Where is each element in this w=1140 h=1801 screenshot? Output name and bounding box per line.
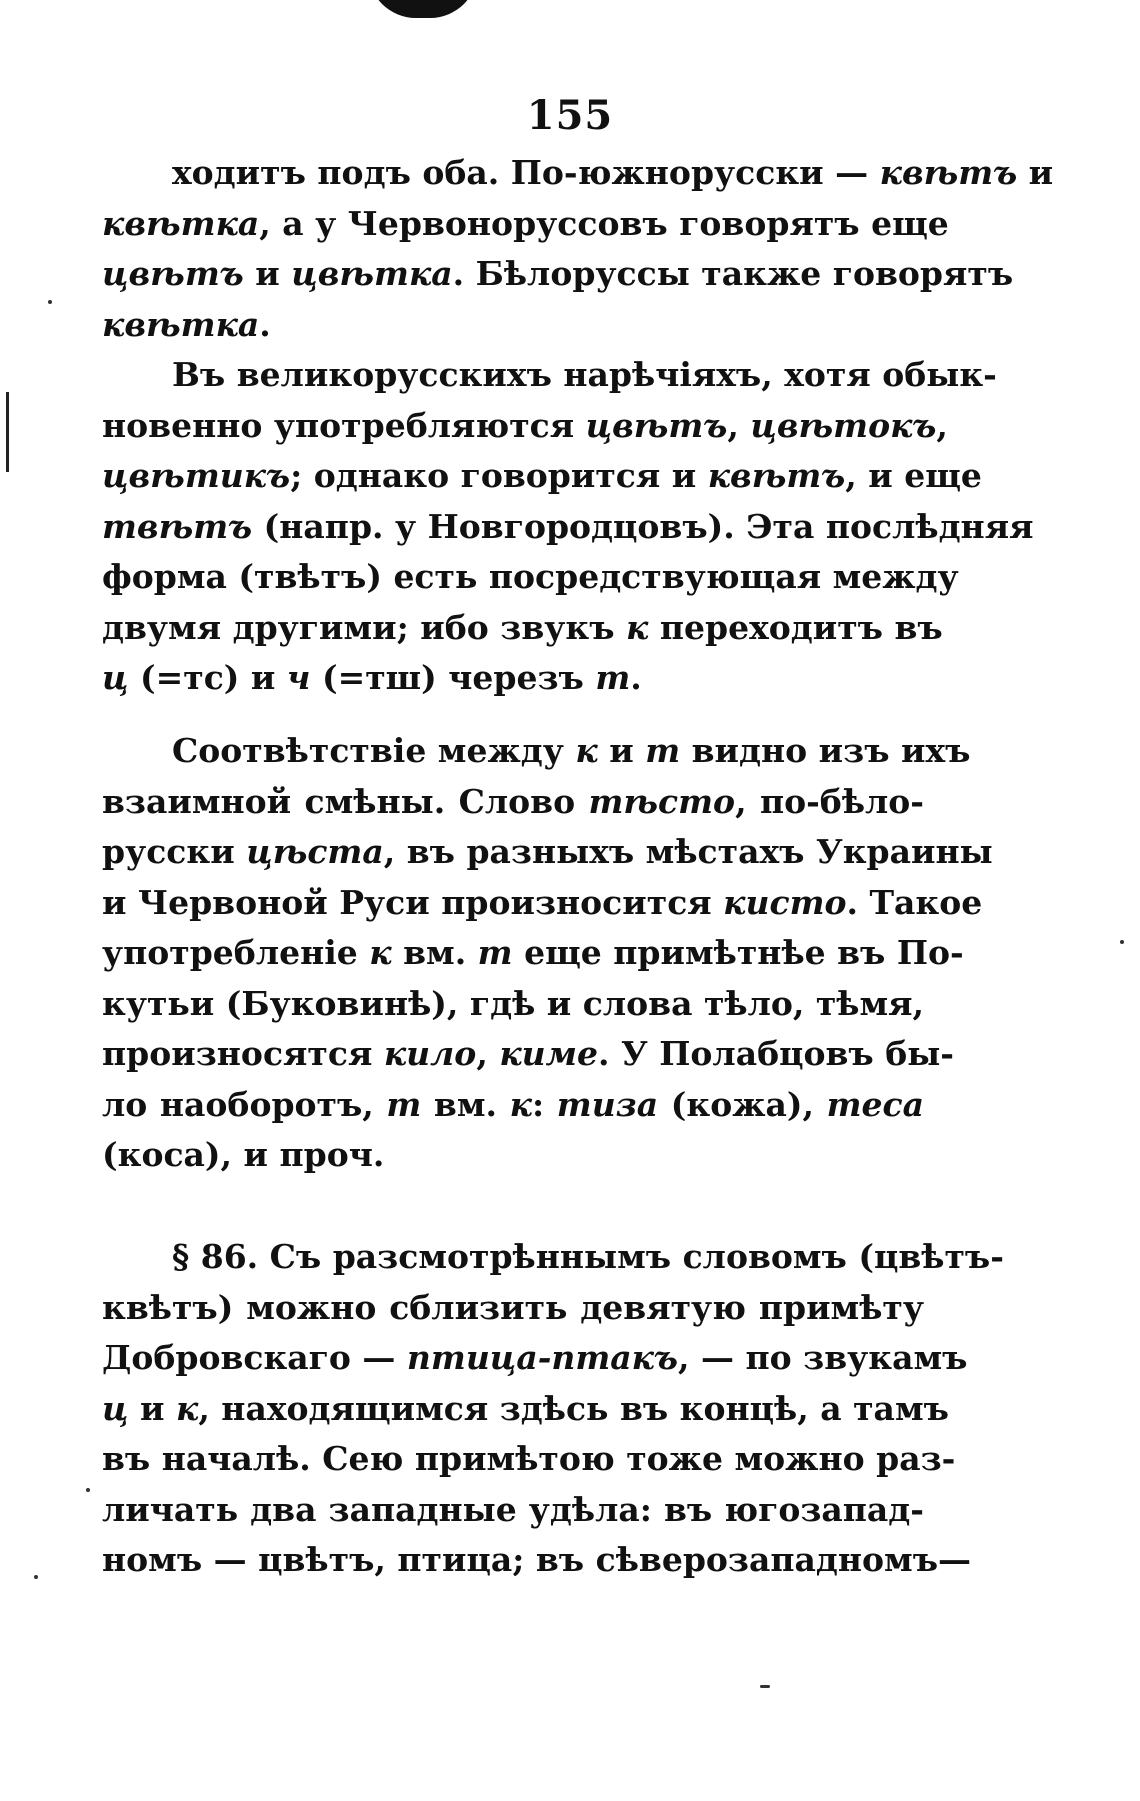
scan-speck [760, 1685, 770, 1688]
page-number: 155 [526, 92, 614, 139]
text-line: квѣтка, а у Червонорусcовъ говорятъ еще [102, 203, 949, 243]
text-line: номъ — цвѣтъ, птица; въ сѣверозападномъ— [102, 1540, 972, 1579]
text-line: личать два западные удѣла: въ югозапад- [102, 1489, 924, 1529]
text-line: произносятся кило, киме. У Полабцовъ бы- [102, 1034, 955, 1073]
text-line: ходитъ подъ оба. По-южнорусcки — квѣтъ и [172, 153, 1054, 192]
text-line: новенно употребляются цвѣтъ, цвѣтокъ, [102, 405, 948, 445]
text-line: цвѣтикъ; однако говорится и квѣтъ, и еще [102, 456, 982, 495]
text-line: твѣтъ (напр. у Новгородцовъ). Эта послѣдняя [102, 506, 1034, 546]
text-line: § 86. Съ разсмотрѣннымъ словомъ (цвѣтъ- [172, 1237, 1004, 1276]
text-line: употребленіе к вм. т еще примѣтнѣе въ По- [102, 933, 964, 972]
text-line: въ началѣ. Сею примѣтою тоже можно раз- [102, 1439, 956, 1478]
text-line: Соотвѣтствіе между к и т видно изъ ихъ [172, 731, 971, 770]
text-line: ц (=тс) и ч (=тш) черезъ т. [102, 658, 642, 697]
scan-speck [34, 1575, 38, 1579]
text-line: квѣтка. [102, 304, 271, 344]
scan-speck [48, 300, 52, 304]
text-line: форма (твѣтъ) есть посредствующая между [102, 557, 959, 596]
text-line: и Червоной Руси произносится кисто. Такое [102, 882, 983, 922]
text-line: Въ великорусcкихъ нарѣчіяхъ, хотя обык- [172, 355, 997, 394]
paragraph-text [102, 726, 993, 1181]
text-line: квѣтъ) можно сблизить девятую примѣту [102, 1287, 924, 1327]
paragraph-4 [102, 1232, 1004, 1586]
margin-rule [6, 392, 9, 472]
text-line: двумя другими; ибо звукъ к переходитъ въ [102, 607, 943, 647]
scan-speck [1120, 940, 1124, 944]
paragraph-2 [102, 350, 1034, 704]
text-line: русcки цѣста, въ разныхъ мѣстахъ Украины [102, 832, 993, 871]
text-line: кутьи (Буковинѣ), гдѣ и слова тѣло, тѣмя, [102, 983, 925, 1023]
text-line: цвѣтъ и цвѣтка. Бѣлорусcы также говорятъ [102, 254, 1014, 293]
scan-speck [86, 1488, 90, 1492]
text-line: (коса), и проч. [102, 1135, 385, 1174]
paragraph-1 [102, 148, 1054, 350]
paragraph-text [102, 350, 1034, 704]
paragraph-3 [102, 726, 993, 1181]
text-line: Добровскаго — птица-птакъ, — по звукамъ [102, 1338, 968, 1377]
paragraph-text [102, 1232, 1004, 1586]
paragraph-text [102, 148, 1054, 350]
text-line: ц и к, находящимся здѣсь въ концѣ, а тамъ [102, 1388, 949, 1428]
text-line: взаимной смѣны. Слово тѣсто, по-бѣло- [102, 781, 924, 821]
text-line: ло наоборотъ, т вм. к: тиза (кожа), теса [102, 1084, 925, 1124]
ink-blot [368, 0, 478, 18]
